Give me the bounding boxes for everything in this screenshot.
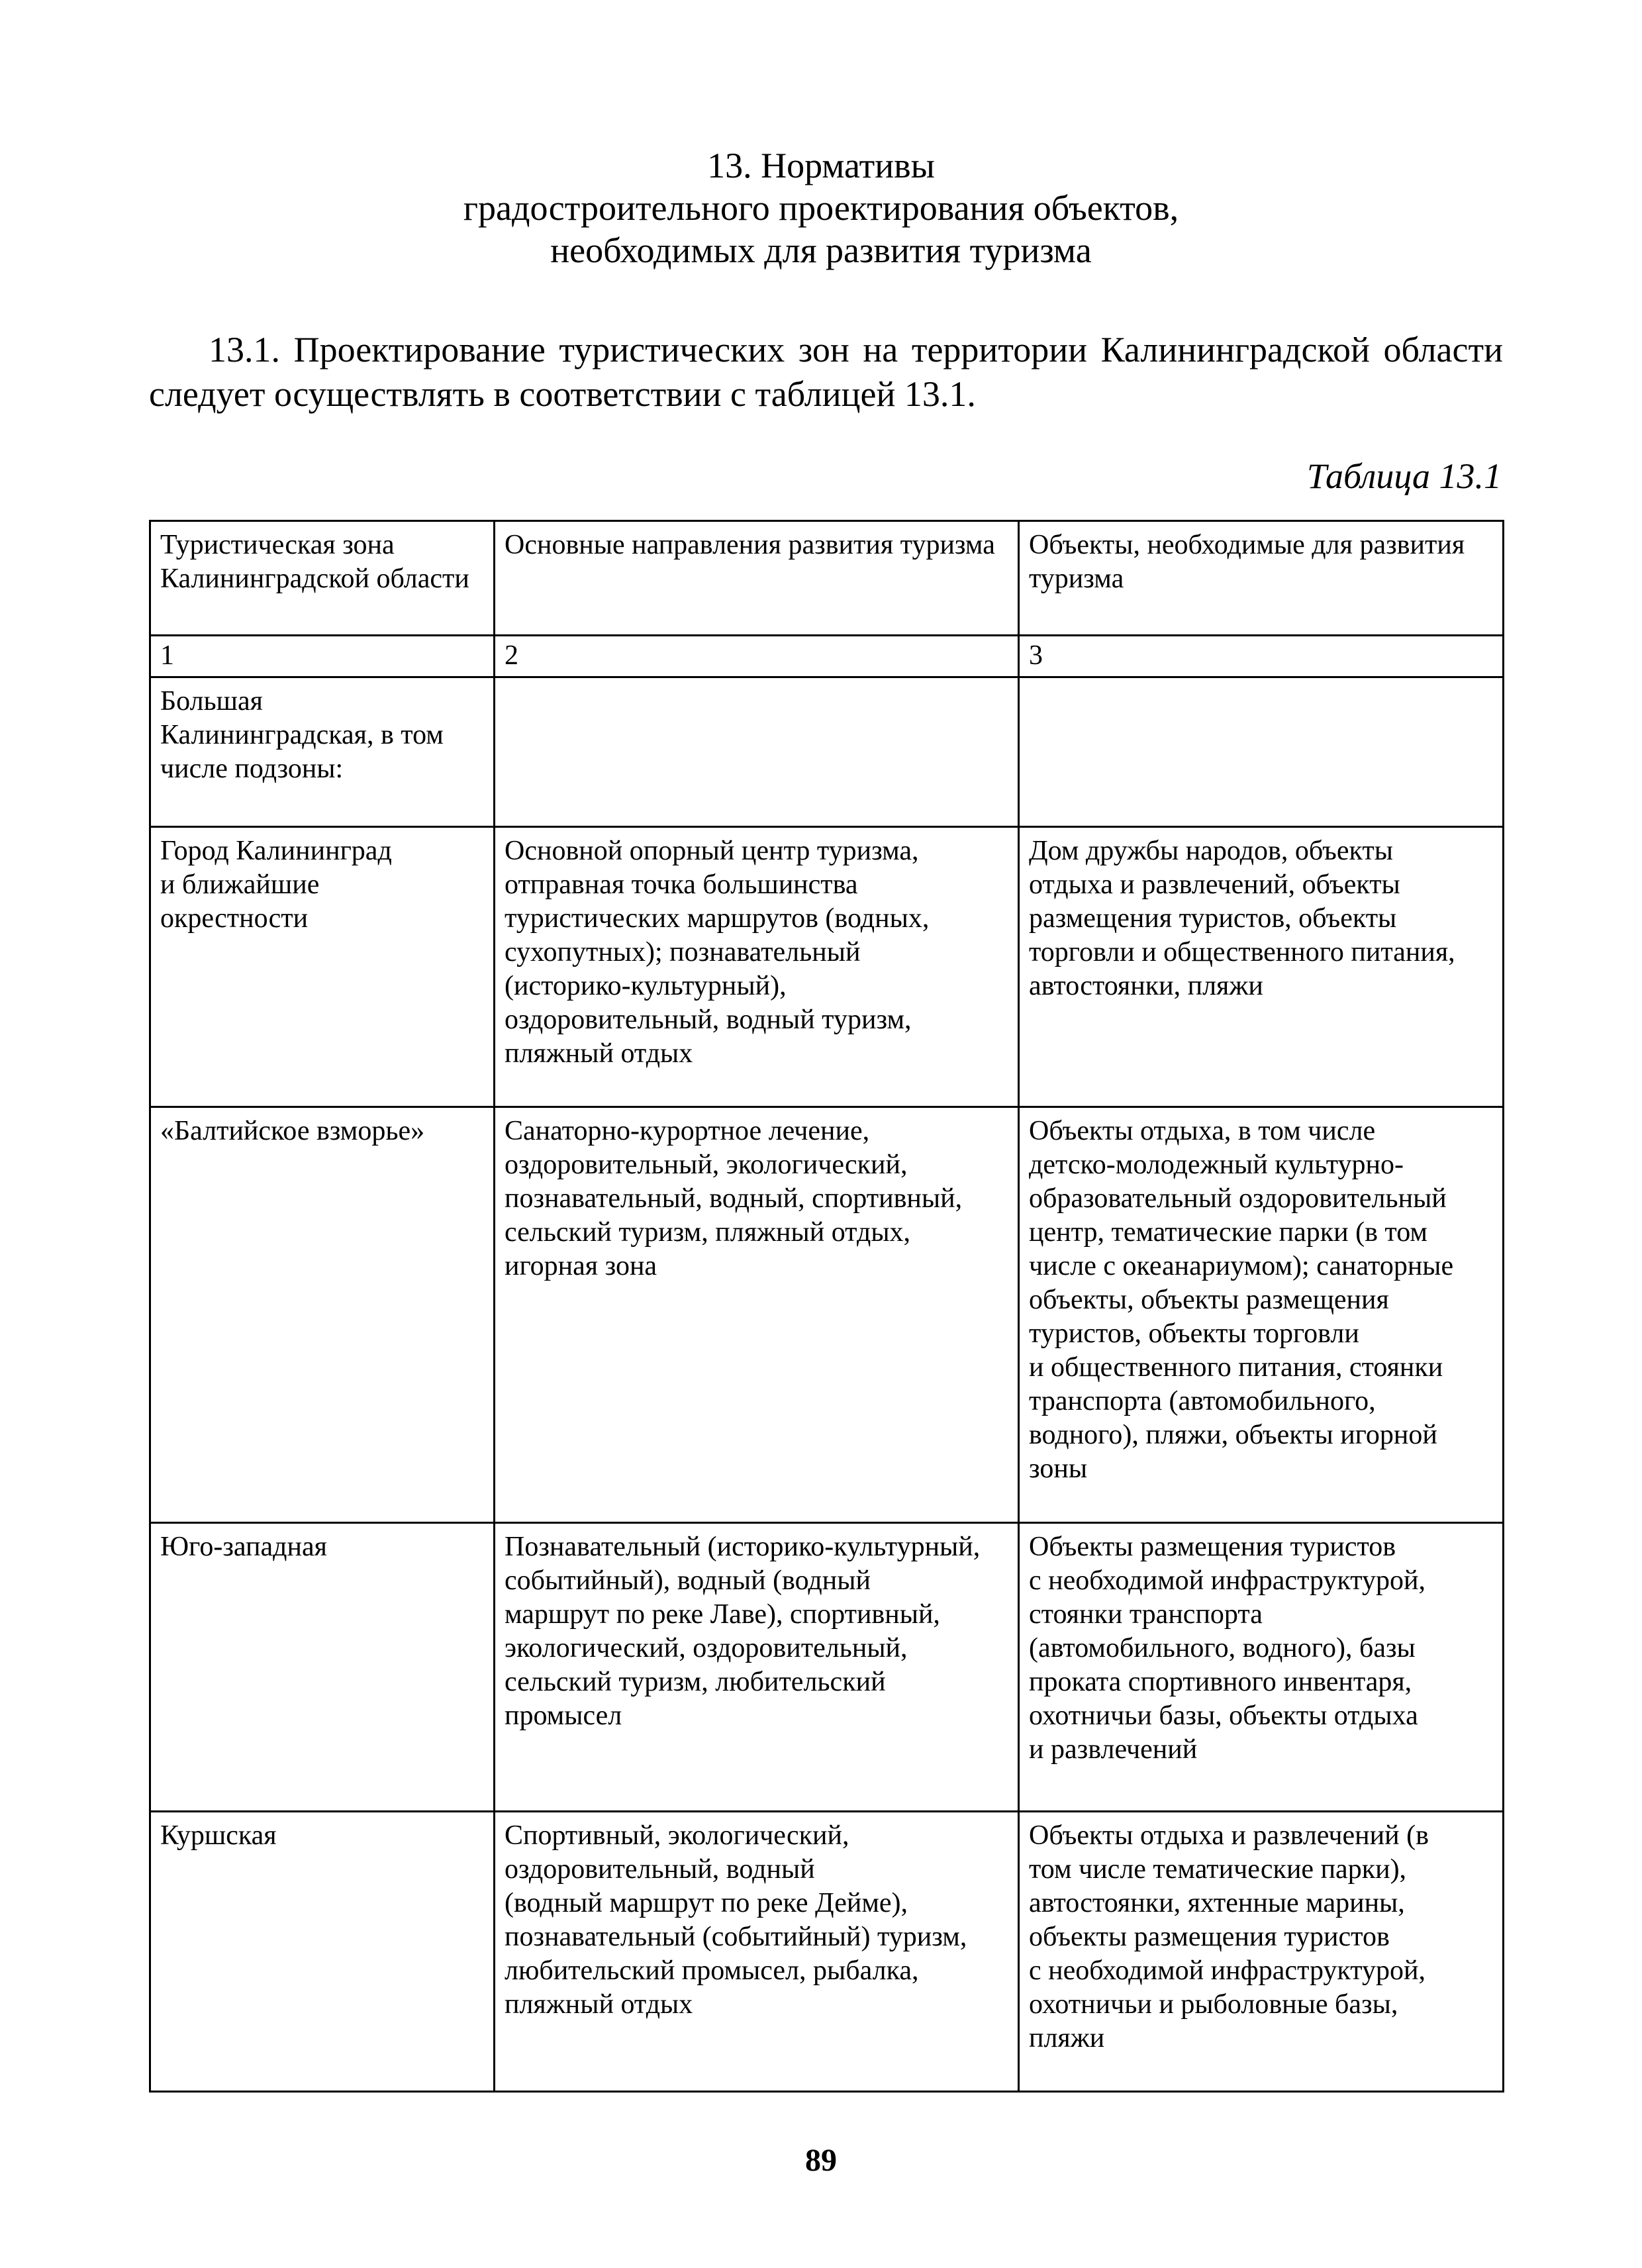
column-number-3: 3 [1019,636,1504,677]
table-row [150,827,1504,1107]
header-zone: Туристическая зона Калининградской области [150,521,495,636]
heading-line-3: необходимых для развития туризма [550,230,1092,270]
objects-cell: Дом дружбы народов, объекты отдыха и развлечений, объекты размещения туристов, объекты торговли и общественного питания, автостоянки, пляжи [1019,827,1504,1107]
zone-cell: Юго-западная [150,1523,495,1812]
table-caption: Таблица 13.1 [1306,456,1502,496]
header-objects: Объекты, необходимые для развития туризма [1019,521,1504,636]
zone-cell: Большая Калининградская, в том числе подзоны: [150,677,495,827]
heading-line-2: градостроительного проектирования объектов, [463,188,1179,228]
directions-cell: Познавательный (историко-культурный, событийный), водный (водный маршрут по реке Лаве), спортивный, экологический, оздоровительный, сельский туризм, любительский промысел [495,1523,1019,1812]
table-row [150,677,1504,827]
table-row [150,1107,1504,1523]
table-number-row [150,636,1504,677]
directions-cell: Спортивный, экологический, оздоровительный, водный (водный маршрут по реке Дейме), познавательный (событийный) туризм, любительский промысел, рыбалка, пляжный отдых [495,1812,1019,2092]
intro-paragraph: 13.1. Проектирование туристических зон на территории Калининградской области следует осуществлять в соответствии с таблицей 13.1. [149,330,1503,414]
directions-cell: Основной опорный центр туризма, отправная точка большинства туристических маршрутов (водных, сухопутных); познавательный (историко-культурный), оздоровительный, водный туризм, пляжный отдых [495,827,1019,1107]
table-row [150,1523,1504,1812]
objects-cell [1019,677,1504,827]
objects-cell: Объекты размещения туристов с необходимой инфраструктурой, стоянки транспорта (автомобильного, водного), базы проката спортивного инвентаря, охотничьи базы, объекты отдыха и развлечений [1019,1523,1504,1812]
section-heading [0,144,1642,271]
column-number-2: 2 [495,636,1019,677]
heading-line-1: 13. Нормативы [707,146,935,185]
column-number-1: 1 [150,636,495,677]
tourism-zones-table [149,520,1504,2093]
header-directions: Основные направления развития туризма [495,521,1019,636]
table-row [150,1812,1504,2092]
zone-cell: Куршская [150,1812,495,2092]
directions-cell: Санаторно-курортное лечение, оздоровительный, экологический, познавательный, водный, спортивный, сельский туризм, пляжный отдых, игорная зона [495,1107,1019,1523]
objects-cell: Объекты отдыха, в том числе детско-молодежный культурно- образовательный оздоровительный центр, тематические парки (в том числе с океанариумом); санаторные объекты, объекты размещения туристов, объекты торговли и общественного питания, стоянки транспорта (автомобильного, водного), пляжи, объекты игорной зоны [1019,1107,1504,1523]
directions-cell [495,677,1019,827]
zone-cell: Город Калининград и ближайшие окрестности [150,827,495,1107]
page-number: 89 [805,2143,837,2178]
zone-cell: «Балтийское взморье» [150,1107,495,1523]
table-header-row [150,521,1504,636]
objects-cell: Объекты отдыха и развлечений (в том числе тематические парки), автостоянки, яхтенные марины, объекты размещения туристов с необходимой инфраструктурой, охотничьи и рыболовные базы, пляжи [1019,1812,1504,2092]
